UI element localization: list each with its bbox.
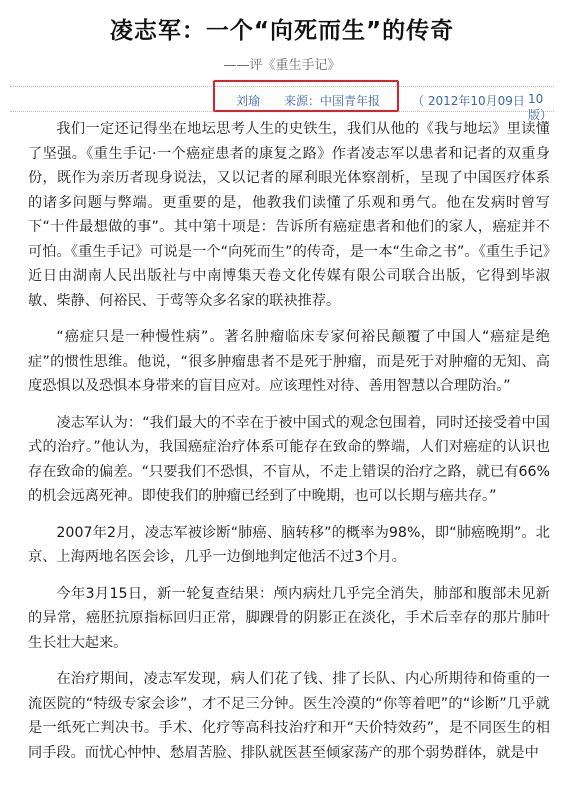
- article-paragraph: 凌志军认为：“我们最大的不幸在于被中国式的观念包围着，同时还接受着中国式的治疗。”他认为，我国癌症治疗体系可能存在致命的弊端，人们对癌症的认识也存在致命的偏差。“只要我们不恐惧，不盲从，不走上错误的治疗之路，就已有66%的机会远离死神。即使我们的肿瘤已经到了中晚期，也可以长期与癌共存。”: [28, 414, 550, 504]
- article-paragraph: 在治疗期间，凌志军发现，病人们花了钱、排了长队、内心所期待和倚重的一流医院的“特级专家会诊”，才不足三分钟。医生冷漠的“你等着吧”的“诊断”几乎就是一纸死亡判决书。手术、化疗等高科技治疗和开“天价特效药”，是不同医生的相同手段。而忧心忡忡、愁眉苦脸、排队就医甚至倾家荡产的那个弱势群体，就是中: [28, 671, 550, 761]
- author-link[interactable]: 刘瑜: [236, 94, 261, 108]
- publish-date: （ 2012年10月09日: [412, 94, 525, 108]
- article-paragraph: “癌症只是一种慢性病”。著名肿瘤临床专家何裕民颠覆了中国人“癌症是绝症”的惯性思维。他说，“很多肿瘤患者不是死于肿瘤，而是死于对肿瘤的无知、高度恐惧以及恐惧本身带来的盲目应对。应该理性对待、善用智慧以合理防治。”: [28, 329, 550, 394]
- article-body: [28, 117, 550, 777]
- article-subtitle: ——评《重生手记》: [223, 58, 341, 73]
- article-paragraph: 我们一定还记得坐在地坛思考人生的史铁生，我们从他的《我与地坛》里读懂了坚强。《重生手记·一个癌症患者的康复之路》作者凌志军以患者和记者的双重身份，既作为亲历者现身说法，又以记者的犀利眼光体察剖析，呈现了中国医疗体系的诸多问题与弊端。更重要的是，他教我们读懂了乐观和勇气。他在发病时曾写下“十件最想做的事”。其中第十项是：告诉所有癌症患者和他们的家人，癌症并不可怕。《重生手记》可说是一个“向死而生”的传奇，是一本“生命之书”。《重生手记》近日由湖南人民出版社与中南博集天卷文化传媒有限公司联合出版，它得到毕淑敏、柴静、何裕民、于莺等众多名家的联袂推荐。: [28, 121, 550, 309]
- article-paragraph: 今年3月15日，新一轮复查结果：颅内病灶几乎完全消失，肺部和腹部未见新的异常，癌胚抗原指标回归正常，脚踝骨的阴影正在淡化，手术后幸存的那片肺叶生长壮大起来。: [28, 585, 550, 651]
- article-title: 凌志军：一个“向死而生”的传奇: [109, 18, 455, 44]
- highlight-box: [213, 80, 399, 112]
- source-link[interactable]: 来源：中国青年报: [284, 94, 381, 108]
- edition-number: 10 版）: [528, 92, 553, 122]
- article-paragraph: 2007年2月，凌志军被诊断“肺癌、脑转移”的概率为98%，即“肺癌晚期”。北京、上海两地名医会诊，几乎一边倒地判定他活不过3个月。: [28, 524, 550, 565]
